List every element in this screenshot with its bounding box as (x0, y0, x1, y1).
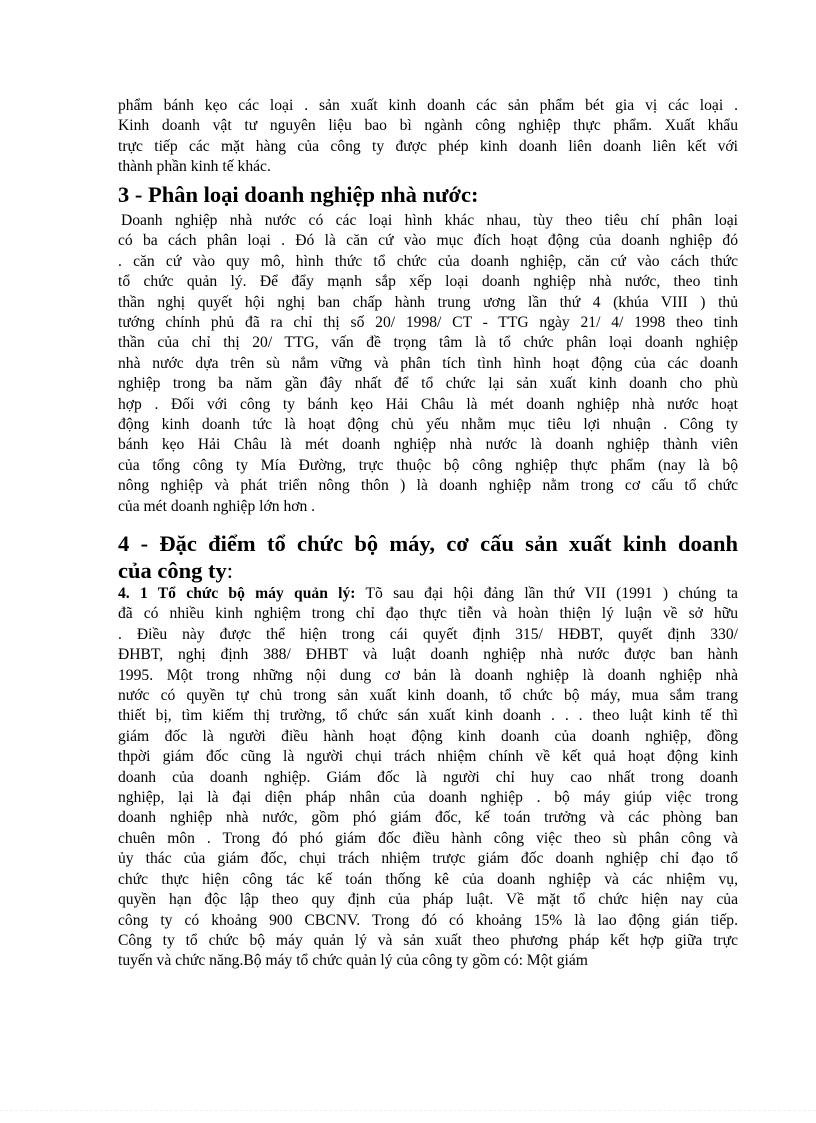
paragraph-management-structure (118, 584, 738, 972)
page-bottom-divider (0, 1110, 816, 1112)
paragraph-line: tổ chức quản lý. Để đẩy mạnh sắp xếp loại doanh nghiệp nhà nước, theo tinh (118, 273, 738, 291)
paragraph-line: phẩm bánh kẹo các loại . sản xuất kinh doanh các sản phẩm bét gia vị các loại . (118, 97, 738, 114)
paragraph-line: Kinh doanh vật tư nguyên liệu bao bì ngành công nghiệp thực phẩm. Xuất khẩu (118, 117, 738, 135)
paragraph-line: nông nghiệp và phát triển nông thôn ) là doanh nghiệp nằm trong cơ cấu tổ chức (118, 477, 738, 495)
paragraph-first-line-rest: Tõ sau đại hội đảng lần thứ VII (1991 ) chúng ta (355, 585, 738, 602)
paragraph-line: thiết bị, tìm kiếm thị trường, tổ chức sán xuất kinh doanh . . . theo luật kinh tế thì (118, 707, 738, 725)
paragraph-line: ủy thác của giám đốc, chụi trách nhiệm trược giám đốc doanh nghiệp chỉ đạo tổ (118, 850, 738, 868)
paragraph-line: 1995. Một trong những nội dung cơ bản là doanh nghiệp là doanh nghiệp nhà (118, 666, 738, 684)
paragraph-line: doanh nghiệp nhà nước, gồm phó giám đốc, kế toán trưởng và các phòng ban (118, 809, 738, 827)
paragraph-line: thần nghị quyết hội nghị ban chấp hành trung ương lần thứ 4 (khúa VIII ) thủ (118, 293, 738, 311)
paragraph-line: quyền hạn độc lập theo quy định của pháp luật. Về mặt tổ chức hiện nay của (118, 891, 738, 909)
paragraph-line: chức thực hiện công tác kế toán thống kê của doanh nghiệp và các nhiệm vụ, (118, 870, 738, 888)
paragraph-line: doanh của doanh nghiệp. Giám đốc là người chỉ huy cao nhất trong doanh (118, 768, 738, 786)
subsection-title-4-1: 4. 1 Tổ chức bộ máy quản lý: (118, 585, 356, 602)
heading-section-4-line-2 (118, 557, 738, 584)
paragraph-line: của mét doanh nghiệp lớn hơn . (118, 497, 316, 515)
paragraph-line: thpời giám đốc cũng là người chụi trách nhiệm chính về kết quả hoạt động kinh (118, 748, 738, 766)
paragraph-line: hợp . Đối với công ty bánh kẹo Hải Châu là mét doanh nghiệp nhà nước hoạt (118, 395, 738, 413)
paragraph-line: thần của chỉ thị 20/ TTG, vấn đề trọng tâm là tổ chức phân loại doanh nghiệp (118, 334, 738, 352)
heading-section-4-colon: : (226, 558, 234, 583)
paragraph-products (118, 96, 738, 178)
paragraph-line: Công ty tổ chức bộ máy quản lý và sản xuất theo phương pháp kết hợp giữa trực (118, 931, 738, 949)
paragraph-line: thành phần kinh tế khác. (118, 158, 271, 176)
paragraph-line: chuên môn . Trong đó phó giám đốc điều hành công việc theo sù phân công và (118, 829, 738, 847)
paragraph-line: nước có quyền tự chủ trong sản xuất kinh doanh, tổ chức bộ máy, mua sắm trang (118, 687, 738, 705)
heading-section-4 (118, 530, 738, 584)
paragraph-classification (118, 211, 738, 517)
heading-section-4-line-2-text: của công ty (118, 558, 227, 583)
paragraph-line: bánh kẹo Hải Châu là mét doanh nghiệp nhà nước là doanh nghiệp thành viên (118, 436, 738, 454)
paragraph-line: đã có nhiều kinh nghiệm trong chỉ đạo thực tiễn và hoàn thiện lý luận về sở hữu (118, 605, 738, 623)
paragraph-line (118, 584, 738, 604)
paragraph-line: nhà nước dựa trên sù nắm vững và phân tích tình hình hoạt động của các doanh (118, 354, 738, 372)
paragraph-line: động kinh doanh tức là hoạt động chủ yếu nhằm mục tiêu lợi nhuận . Công ty (118, 416, 738, 434)
paragraph-line: Doanh nghiệp nhà nước có các loại hình khác nhau, tùy theo tiêu chí phân loại (121, 212, 738, 229)
paragraph-line: tướng chính phủ đã ra chỉ thị số 20/ 1998/ CT - TTG ngày 21/ 4/ 1998 theo tinh (118, 314, 738, 332)
paragraph-line: ĐHBT, nghị định 388/ ĐHBT và luật doanh nghiệp nhà nước được ban hành (118, 646, 738, 664)
paragraph-line: của tổng công ty Mía Đường, trực thuộc bộ công nghiệp thực phẩm (nay là bộ (118, 456, 738, 474)
paragraph-line: giám đốc là người điều hành hoạt động kinh doanh của doanh nghiệp, đồng (118, 727, 738, 745)
paragraph-line: tuyến và chức năng.Bộ máy tổ chức quản lý của công ty gồm có: Một giám (118, 952, 588, 970)
heading-section-4-line-1: 4 - Đặc điểm tổ chức bộ máy, cơ cấu sản xuất kinh doanh (118, 531, 738, 556)
paragraph-line: . căn cứ vào quy mô, hình thức tổ chức của doanh nghiệp, căn cứ vào cách thức (118, 252, 738, 270)
paragraph-line: trực tiếp các mặt hàng của công ty được phép kinh doanh liên doanh liên kết với (118, 137, 738, 155)
paragraph-line: có ba cách phân loại . Đó là căn cứ vào mục đích hoạt động của doanh nghiệp đó (118, 232, 738, 250)
paragraph-line: công ty có khoảng 900 CBCNV. Trong đó có khoảng 15% là lao động gián tiếp. (118, 911, 738, 929)
paragraph-line: . Điều này được thể hiện trong cái quyết định 315/ HĐBT, quyết định 330/ (118, 625, 738, 643)
paragraph-line: nghiệp trong ba năm gần đây nhất để tổ chức lại sản xuất kinh doanh cho phù (118, 375, 738, 393)
heading-section-3: 3 - Phân loại doanh nghiệp nhà nước: (118, 182, 479, 207)
paragraph-line: nghiệp, lại là đại diện pháp nhân của doanh nghiệp . bộ máy giúp việc trong (118, 789, 738, 807)
